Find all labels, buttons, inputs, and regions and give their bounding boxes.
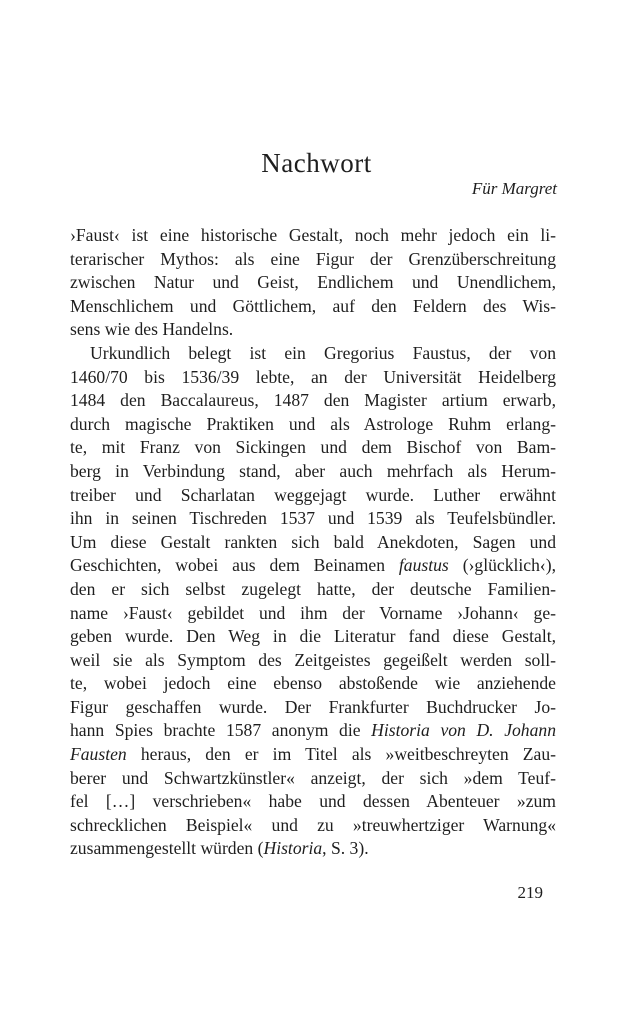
text-line: zwischen Natur und Geist, Endlichem und Unendlichem, (70, 272, 556, 293)
page-number: 219 (517, 883, 543, 902)
text-line: ›Faust‹ ist eine historische Gestalt, noch mehr jedoch ein li- (70, 225, 556, 245)
text-line: te, wobei jedoch eine ebenso abstoßende wie anziehende (70, 673, 556, 694)
dedication: Für Margret (471, 179, 557, 198)
text-line: name ›Faust‹ gebildet und ihm der Vorname ›Johann‹ ge- (70, 602, 556, 623)
text-line: ihn in seinen Tischreden 1537 und 1539 als Teufelsbündler. (70, 508, 556, 529)
text-line: 1460/70 bis 1536/39 lebte, an der Universität Heidelberg (70, 366, 556, 387)
text-line: weil sie als Symptom des Zeitgeistes gegeißelt werden soll- (70, 649, 556, 670)
text-line: Figur geschaffen wurde. Der Frankfurter Buchdrucker Jo- (70, 696, 556, 717)
text-line: berg in Verbindung stand, aber auch mehrfach als Herum- (70, 460, 556, 481)
text-line: sens wie des Handelns. (70, 319, 234, 340)
text-line: terarischer Mythos: als eine Figur der Grenzüberschreitung (70, 248, 556, 269)
chapter-title: Nachwort (261, 148, 372, 178)
text-line: Geschichten, wobei aus dem Beinamen faustus (›glücklich‹), (70, 555, 556, 576)
text-line: treiber und Scharlatan weggejagt wurde. Luther erwähnt (70, 484, 556, 505)
text-line: berer und Schwartzkünstler« anzeigt, der sich »dem Teuf- (70, 767, 556, 788)
text-line: Urkundlich belegt ist ein Gregorius Faustus, der von (90, 342, 556, 363)
text-line: geben wurde. Den Weg in die Literatur fand diese Gestalt, (70, 626, 556, 647)
text-line: Menschlichem und Göttlichem, auf den Feldern des Wis- (70, 295, 556, 316)
text-line: 1484 den Baccalaureus, 1487 den Magister artium erwarb, (70, 390, 556, 411)
text-line: zusammengestellt würden (Historia, S. 3). (70, 838, 369, 859)
text-line: te, mit Franz von Sickingen und dem Bischof von Bam- (70, 437, 556, 458)
text-line: den er sich selbst zugelegt hatte, der deutsche Familien- (70, 578, 556, 599)
text-line: Um diese Gestalt rankten sich bald Anekdoten, Sagen und (70, 531, 556, 552)
text-line: schrecklichen Beispiel« und zu »treuwhertziger Warnung« (70, 814, 556, 835)
text-line: fel […] verschrieben« habe und dessen Abenteuer »zum (70, 791, 556, 812)
text-line: durch magische Praktiken und als Astrologe Ruhm erlang- (70, 413, 556, 434)
text-line: hann Spies brachte 1587 anonym die Historia von D. Johann (70, 720, 556, 741)
body-text (70, 224, 556, 861)
text-line: Fausten heraus, den er im Titel als »weitbeschreyten Zau- (70, 744, 556, 765)
